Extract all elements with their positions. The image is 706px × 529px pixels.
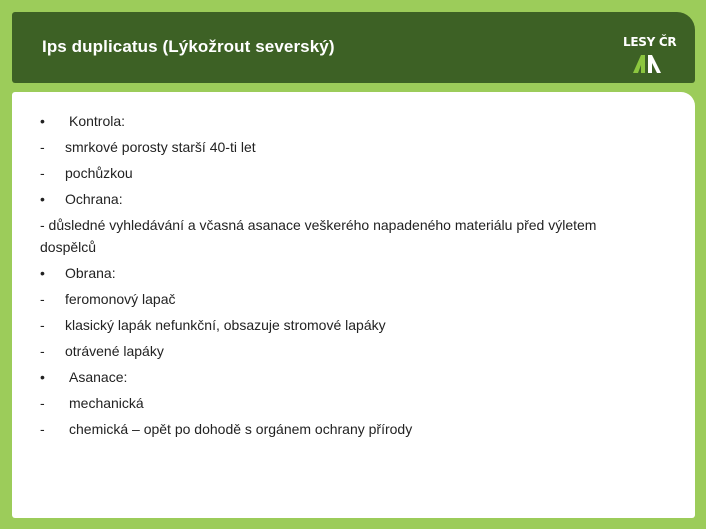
lesy-cr-logo bbox=[621, 30, 677, 78]
item-text: Obrana: bbox=[65, 265, 116, 281]
dash-mark: - bbox=[40, 343, 45, 359]
dash-mark: - bbox=[40, 139, 45, 155]
bullet-mark: • bbox=[40, 113, 45, 129]
dash-mark: - bbox=[40, 291, 45, 307]
item-text: Kontrola: bbox=[69, 113, 126, 129]
paragraph: - důsledné vyhledávání a včasná asanace veškerého napadeného materiálu před výletem dospělců bbox=[40, 217, 597, 255]
tree-logo-icon bbox=[631, 54, 665, 74]
bullet-mark: • bbox=[40, 191, 45, 207]
dash-mark: - bbox=[40, 421, 45, 437]
item-text: smrkové porosty starší 40-ti let bbox=[65, 139, 256, 155]
title-bar bbox=[12, 12, 695, 83]
dash-mark: - bbox=[40, 317, 45, 333]
item-text: otrávené lapáky bbox=[65, 343, 164, 359]
item-text: klasický lapák nefunkční, obsazuje stromové lapáky bbox=[65, 317, 386, 333]
logo-text: LESY ČR bbox=[623, 35, 677, 49]
item-text: Ochrana: bbox=[65, 191, 123, 207]
item-text: chemická – opět po dohodě s orgánem ochrany přírody bbox=[69, 421, 413, 437]
item-text: mechanická bbox=[69, 395, 144, 411]
content-panel bbox=[12, 92, 695, 518]
item-text: feromonový lapač bbox=[65, 291, 176, 307]
bullet-mark: • bbox=[40, 265, 45, 281]
item-text: pochůzkou bbox=[65, 165, 133, 181]
dash-mark: - bbox=[40, 165, 45, 181]
bullet-mark: • bbox=[40, 369, 45, 385]
dash-mark: - bbox=[40, 395, 45, 411]
slide-title: Ips duplicatus (Lýkožrout severský) bbox=[42, 37, 335, 56]
item-text: Asanace: bbox=[69, 369, 128, 385]
